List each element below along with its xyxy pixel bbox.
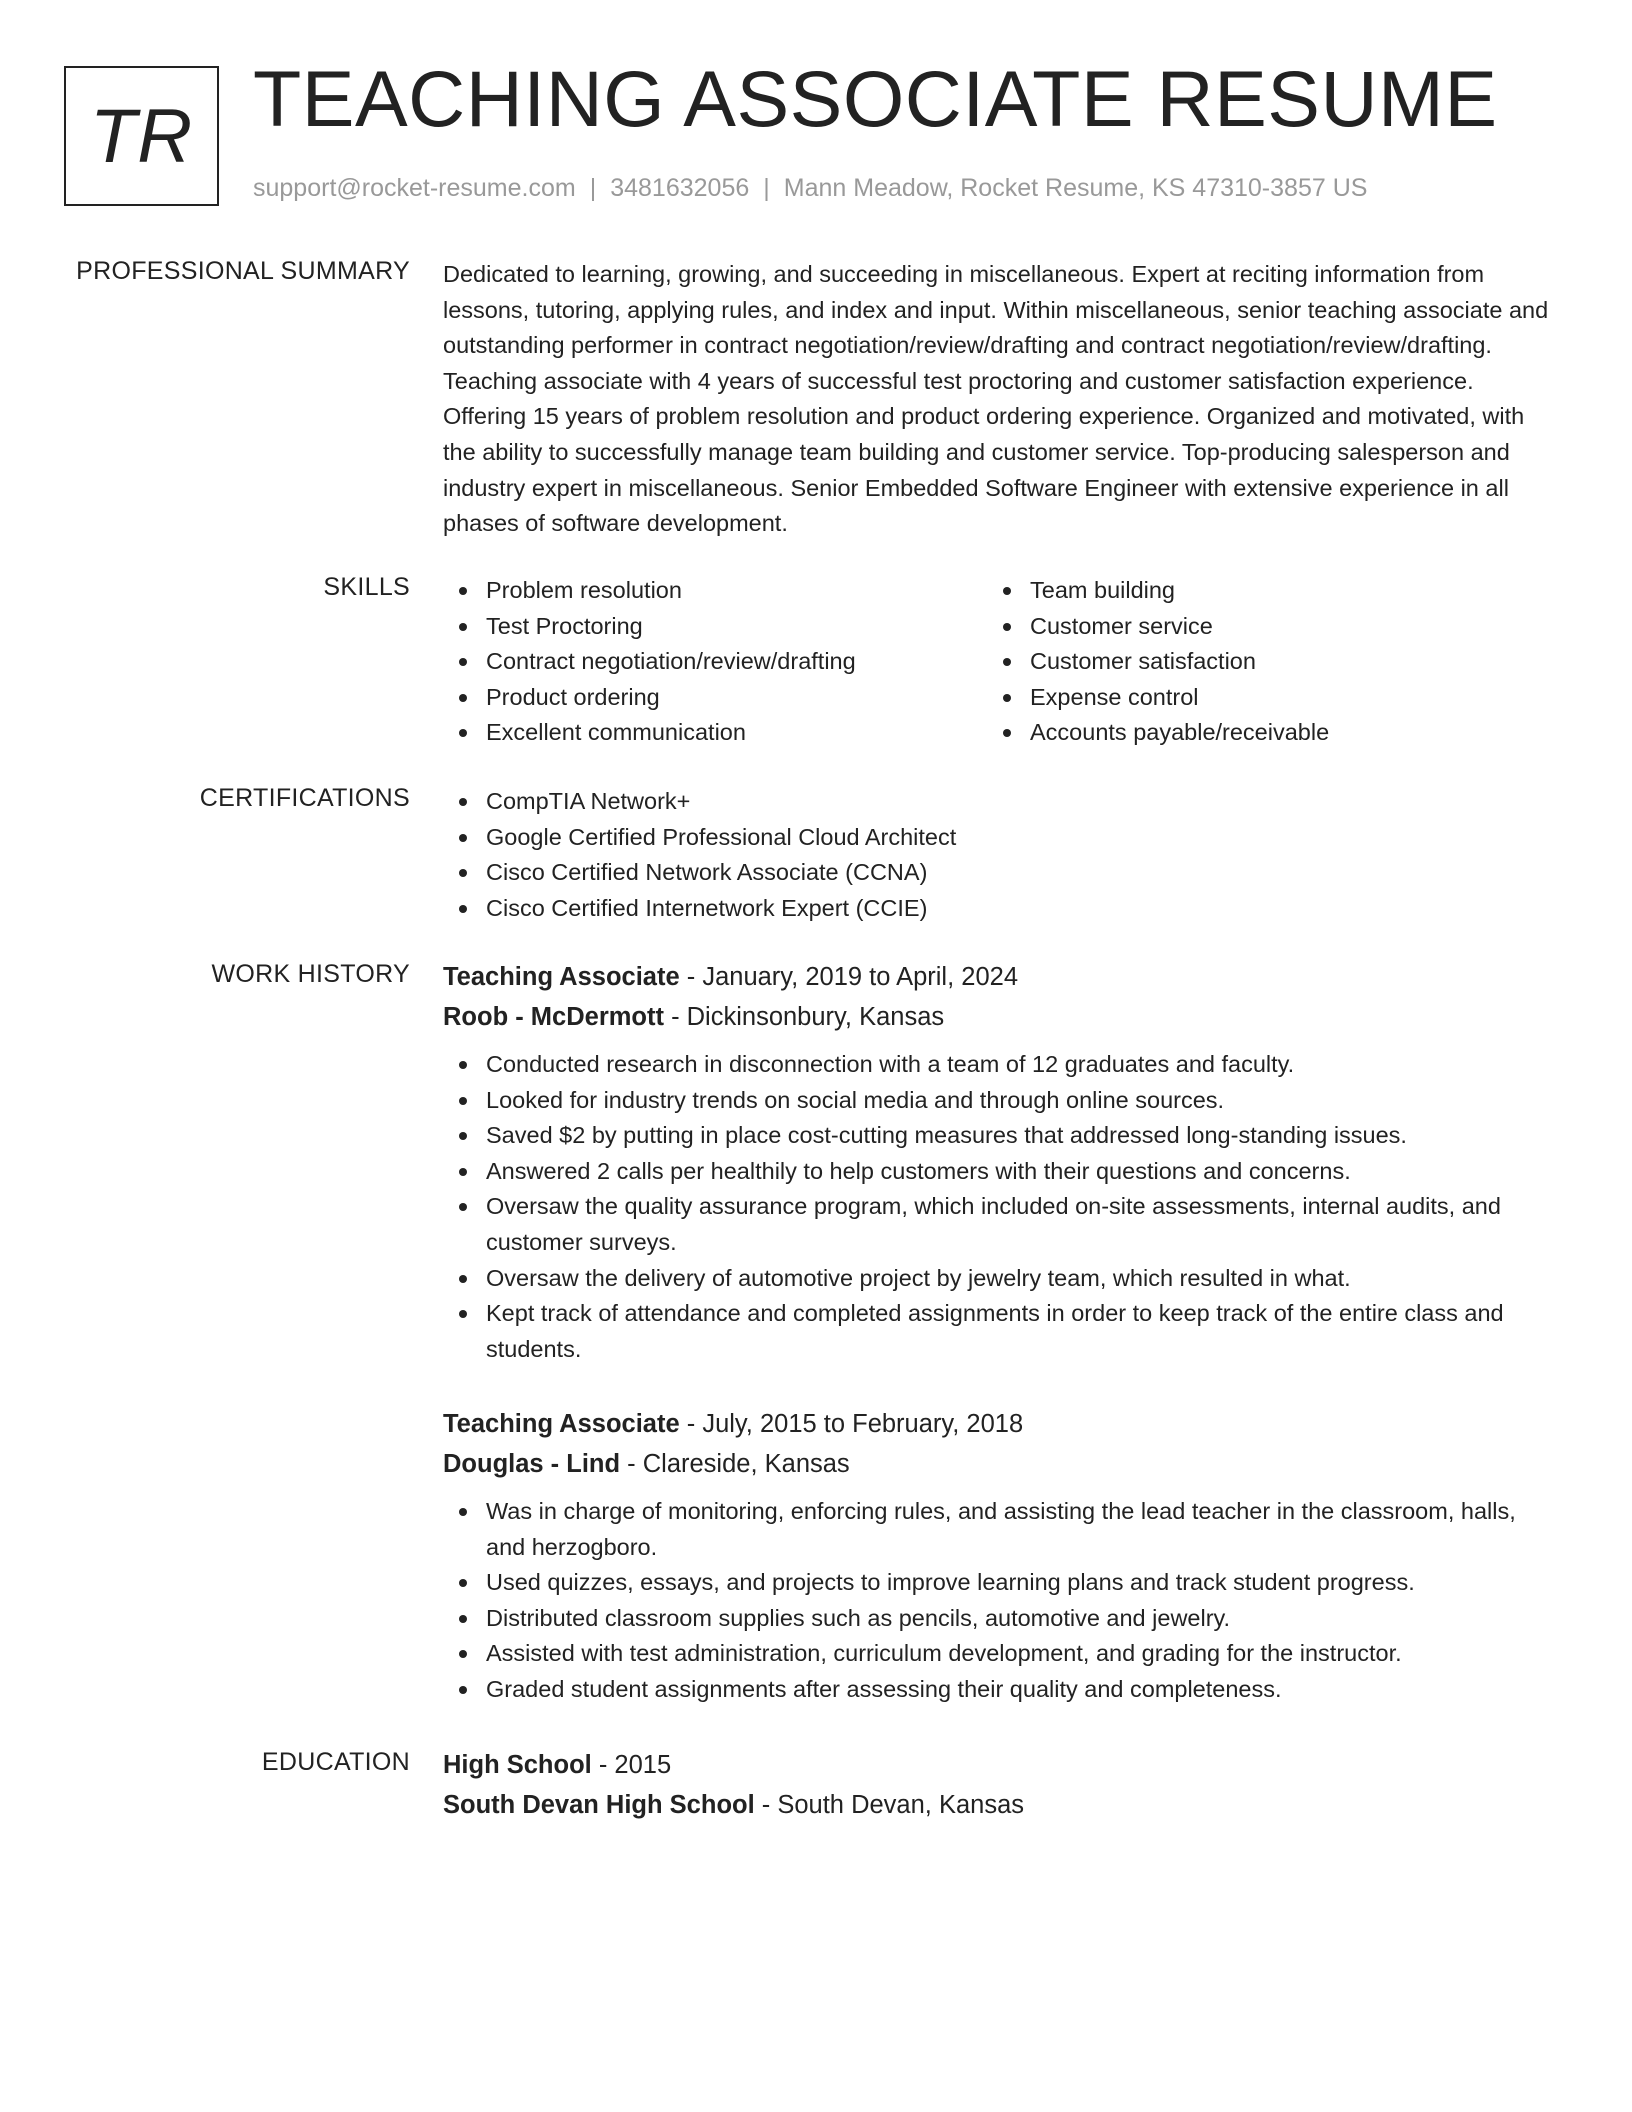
page-title: TEACHING ASSOCIATE RESUME bbox=[253, 54, 1498, 143]
bullet-icon bbox=[459, 1061, 467, 1069]
job-company: Roob - McDermott bbox=[443, 1003, 664, 1031]
skill-item bbox=[987, 573, 1531, 609]
skill-label: Contract negotiation/review/drafting bbox=[486, 648, 856, 675]
section-label-education: EDUCATION bbox=[261, 1748, 410, 1776]
skill-item bbox=[443, 644, 987, 680]
bullet-icon bbox=[459, 869, 467, 877]
job-bullet-text: Conducted research in disconnection with a team of 12 graduates and faculty. bbox=[486, 1051, 1295, 1077]
job-bullet-text: Distributed classroom supplies such as pencils, automotive and jewelry. bbox=[486, 1604, 1231, 1631]
job-location: - Clareside, Kansas bbox=[620, 1450, 850, 1478]
skill-label: Customer service bbox=[1030, 612, 1213, 639]
certification-label: Cisco Certified Network Associate (CCNA) bbox=[486, 859, 928, 886]
job-entry bbox=[443, 1404, 1553, 1708]
job-bullet bbox=[443, 1494, 1553, 1565]
contact-separator: | bbox=[763, 174, 770, 202]
skill-item bbox=[443, 609, 987, 645]
bullet-icon bbox=[459, 1275, 467, 1283]
bullet-icon bbox=[1003, 694, 1011, 702]
skill-label: Customer satisfaction bbox=[1030, 648, 1256, 675]
job-company: Douglas - Lind bbox=[443, 1450, 621, 1478]
bullet-icon bbox=[459, 834, 467, 842]
job-bullet-text: Looked for industry trends on social media and through online sources. bbox=[486, 1086, 1225, 1113]
skills-column-left bbox=[443, 573, 987, 751]
education-school: South Devan High School bbox=[443, 1791, 755, 1819]
skill-item bbox=[443, 715, 987, 751]
bullet-icon bbox=[1003, 587, 1011, 595]
certification-item bbox=[443, 784, 956, 820]
job-bullet bbox=[443, 1261, 1553, 1297]
education-school-line bbox=[443, 1785, 1024, 1825]
bullet-icon bbox=[459, 1615, 467, 1623]
section-label-work-history: WORK HISTORY bbox=[211, 960, 410, 988]
job-bullet-text: Kept track of attendance and completed assignments in order to keep track of the entire class and students. bbox=[486, 1300, 1504, 1362]
bullet-icon bbox=[459, 1508, 467, 1516]
skill-label: Expense control bbox=[1030, 683, 1199, 710]
job-bullet-text: Oversaw the quality assurance program, which included on-site assessments, internal audits, and customer surveys. bbox=[486, 1193, 1501, 1255]
skill-label: Team building bbox=[1030, 577, 1176, 603]
skills-column-right bbox=[987, 573, 1531, 751]
bullet-icon bbox=[1003, 658, 1011, 666]
job-bullet-text: Answered 2 calls per healthily to help customers with their questions and concerns. bbox=[486, 1157, 1351, 1184]
job-bullet-text: Saved $2 by putting in place cost-cutting measures that addressed long-standing issues. bbox=[486, 1122, 1407, 1149]
job-bullet bbox=[443, 1636, 1553, 1672]
contact-email: support@rocket-resume.com bbox=[253, 174, 576, 202]
section-label-certifications: CERTIFICATIONS bbox=[199, 784, 410, 812]
certification-item bbox=[443, 855, 956, 891]
bullet-icon bbox=[459, 905, 467, 913]
skill-label: Accounts payable/receivable bbox=[1030, 719, 1330, 746]
bullet-icon bbox=[459, 623, 467, 631]
job-company-line bbox=[443, 1444, 1553, 1484]
bullet-icon bbox=[459, 587, 467, 595]
bullet-icon bbox=[459, 1650, 467, 1658]
contact-phone: 3481632056 bbox=[610, 174, 750, 202]
job-bullet bbox=[443, 1118, 1553, 1154]
job-title: Teaching Associate bbox=[443, 1410, 680, 1438]
skill-item bbox=[443, 680, 987, 716]
job-bullet bbox=[443, 1083, 1553, 1119]
job-bullets bbox=[443, 1047, 1553, 1367]
certification-label: CompTIA Network+ bbox=[486, 788, 691, 814]
job-bullet bbox=[443, 1565, 1553, 1601]
job-bullets bbox=[443, 1494, 1553, 1708]
bullet-icon bbox=[459, 1168, 467, 1176]
job-bullet-text: Used quizzes, essays, and projects to improve learning plans and track student progress. bbox=[486, 1569, 1415, 1596]
job-bullet bbox=[443, 1047, 1553, 1083]
skill-label: Test Proctoring bbox=[486, 612, 643, 639]
contact-separator: | bbox=[589, 174, 597, 202]
skills-list bbox=[443, 573, 1553, 751]
job-dates: - July, 2015 to February, 2018 bbox=[679, 1410, 1024, 1438]
job-bullet bbox=[443, 1672, 1553, 1708]
job-bullet bbox=[443, 1601, 1553, 1637]
job-bullet-text: Oversaw the delivery of automotive project by jewelry team, which resulted in what. bbox=[486, 1264, 1351, 1291]
job-location: - Dickinsonbury, Kansas bbox=[663, 1003, 945, 1031]
job-title-line bbox=[443, 957, 1553, 997]
skill-item bbox=[987, 680, 1531, 716]
job-bullet bbox=[443, 1296, 1553, 1367]
skill-item bbox=[987, 609, 1531, 645]
skill-item bbox=[443, 573, 987, 609]
job-title-line bbox=[443, 1404, 1553, 1444]
section-label-skills: SKILLS bbox=[323, 573, 410, 601]
bullet-icon bbox=[459, 1203, 467, 1211]
bullet-icon bbox=[459, 729, 467, 737]
bullet-icon bbox=[1003, 729, 1011, 737]
bullet-icon bbox=[459, 1686, 467, 1694]
bullet-icon bbox=[459, 694, 467, 702]
skill-label: Product ordering bbox=[486, 683, 660, 710]
skill-item bbox=[987, 644, 1531, 680]
job-bullet bbox=[443, 1189, 1553, 1260]
education-degree: High School bbox=[443, 1751, 592, 1779]
skill-label: Excellent communication bbox=[486, 719, 746, 746]
bullet-icon bbox=[459, 798, 467, 806]
education-entry bbox=[443, 1745, 1024, 1825]
education-year: - 2015 bbox=[591, 1751, 672, 1779]
job-title: Teaching Associate bbox=[443, 963, 680, 991]
bullet-icon bbox=[1003, 623, 1011, 631]
certification-label: Cisco Certified Internetwork Expert (CCIE) bbox=[486, 894, 928, 921]
contact-address: Mann Meadow, Rocket Resume, KS 47310-3857 US bbox=[783, 174, 1368, 202]
bullet-icon bbox=[459, 1132, 467, 1140]
professional-summary-text: Dedicated to learning, growing, and succeeding in miscellaneous. Expert at reciting information from lessons, tutoring, applying rules, and index and input. Within miscellaneous, senior teaching associate and outstanding performer in contract negotiation/review/drafting and contract negotiation/review/drafting. Teaching associate with 4 years of successful test proctoring and customer satisfaction experience. Offering 15 years of problem resolution and product ordering experience. Organized and motivated, with the ability to successfully manage team building and customer service. Top-producing salesperson and industry expert in miscellaneous. Senior Embedded Software Engineer with extensive experience in all phases of software development. bbox=[443, 261, 1549, 537]
certification-item bbox=[443, 891, 956, 927]
job-dates: - January, 2019 to April, 2024 bbox=[679, 963, 1018, 991]
bullet-icon bbox=[459, 1579, 467, 1587]
education-location: - South Devan, Kansas bbox=[754, 1791, 1025, 1819]
bullet-icon bbox=[459, 1097, 467, 1105]
skill-item bbox=[987, 715, 1531, 751]
skill-label: Problem resolution bbox=[486, 577, 682, 603]
bullet-icon bbox=[459, 1310, 467, 1318]
certifications-list bbox=[443, 784, 956, 926]
monogram-logo: TR bbox=[64, 66, 219, 206]
job-bullet bbox=[443, 1154, 1553, 1190]
certification-item bbox=[443, 820, 956, 856]
job-bullet-text: Assisted with test administration, curriculum development, and grading for the instructor. bbox=[486, 1640, 1402, 1667]
job-company-line bbox=[443, 997, 1553, 1037]
contact-line bbox=[253, 174, 1367, 203]
bullet-icon bbox=[459, 658, 467, 666]
section-label-summary: PROFESSIONAL SUMMARY bbox=[76, 257, 410, 285]
job-bullet-text: Was in charge of monitoring, enforcing rules, and assisting the lead teacher in the classroom, halls, and herzogboro. bbox=[486, 1498, 1516, 1560]
certification-label: Google Certified Professional Cloud Architect bbox=[486, 823, 957, 850]
job-entry bbox=[443, 957, 1553, 1367]
education-degree-line bbox=[443, 1745, 1024, 1785]
job-bullet-text: Graded student assignments after assessing their quality and completeness. bbox=[486, 1675, 1282, 1702]
